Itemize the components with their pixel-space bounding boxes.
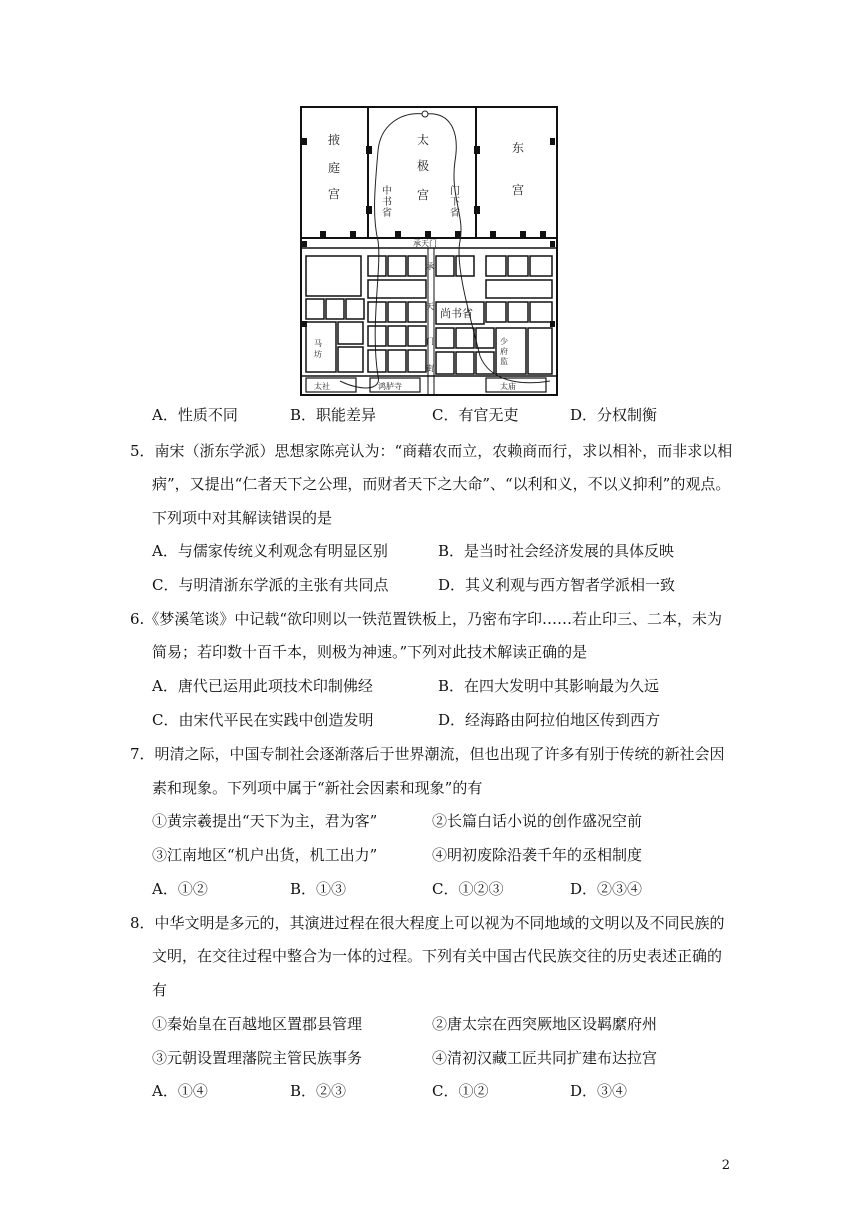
map-label-yeting-1: 掖 <box>328 133 341 147</box>
map-label-taiji-3: 宫 <box>417 188 430 202</box>
map-label-taiji-2: 极 <box>417 159 430 173</box>
map-label-shaofu-3: 监 <box>500 357 508 366</box>
map-label-machang-2: 坊 <box>314 350 322 359</box>
map-label-chengtianmen: 承天门 <box>413 239 437 248</box>
q7-option-d: D．②③④ <box>570 880 643 898</box>
q6-option-a: A．唐代已运用此项技术印制佛经 <box>152 677 373 695</box>
q7-item-4: ④明初废除沿袭千年的丞相制度 <box>432 846 643 864</box>
q8-option-a: A．①④ <box>152 1082 208 1100</box>
q8-stem-line-1: 8．中华文明是多元的，其演进过程在很大程度上可以视为不同地域的文明以及不同民族的 <box>130 914 725 932</box>
q7-stem-line-2: 素和现象。下列项中属于“新社会因素和现象”的有 <box>152 779 483 797</box>
map-label-zhongshu-2: 书 <box>382 197 392 208</box>
map-label-menxia-1: 门 <box>450 186 460 197</box>
q5-stem-line-3: 下列项中对其解读错误的是 <box>152 509 333 527</box>
q6-option-c: C．由宋代平民在实践中创造发明 <box>152 711 374 729</box>
q7-option-a: A．①② <box>152 880 208 898</box>
q8-stem-line-2: 文明，在交往过程中整合为一体的过程。下列有关中国古代民族交往的历史表述正确的 <box>152 947 723 965</box>
q5-option-c: C．与明清浙东学派的主张有共同点 <box>152 576 389 594</box>
q7-item-3: ③江南地区“机户出货，机工出力” <box>152 846 378 864</box>
q7-item-2: ②长篇白话小说的创作盛况空前 <box>432 812 643 830</box>
map-label-street-4: 街 <box>426 364 434 373</box>
q8-item-1: ①秦始皇在百越地区置郡县管理 <box>152 1015 363 1033</box>
q7-item-1: ①黄宗羲提出“天下为主，君为客” <box>152 812 378 830</box>
q4-option-b: B．职能差异 <box>290 406 377 424</box>
map-label-street-1: 承 <box>426 262 434 271</box>
q8-option-b: B．②③ <box>290 1082 347 1100</box>
map-label-taimiao: 太庙 <box>500 382 516 391</box>
q4-option-a: A．性质不同 <box>152 406 238 424</box>
map-label-shaofu-2: 府 <box>500 347 508 356</box>
q5-option-b: B．是当时社会经济发展的具体反映 <box>438 542 675 560</box>
q5-option-d: D．其义利观与西方智者学派相一致 <box>438 576 676 594</box>
map-label-shaofu-1: 少 <box>500 337 508 346</box>
q4-option-c: C．有官无吏 <box>432 406 519 424</box>
q8-item-3: ③元朝设置理藩院主管民族事务 <box>152 1049 363 1067</box>
map-label-shangshu: 尚书省 <box>440 307 473 320</box>
q5-option-a: A．与儒家传统义利观念有明显区别 <box>152 542 388 560</box>
map-label-street-2: 天 <box>426 302 434 311</box>
q7-stem-line-1: 7．明清之际，中国专制社会逐渐落后于世界潮流，但也出现了许多有别于传统的新社会因 <box>130 745 725 763</box>
map-label-machang-1: 马 <box>314 339 322 348</box>
map-label-zhongshu-1: 中 <box>382 186 392 197</box>
q7-option-c: C．①②③ <box>432 880 504 898</box>
map-label-donggong-1: 东 <box>512 141 525 155</box>
q8-item-2: ②唐太宗在西突厥地区设羁縻府州 <box>432 1015 658 1033</box>
map-label-menxia-2: 下 <box>450 197 460 208</box>
q8-item-4: ④清初汉藏工匠共同扩建布达拉宫 <box>432 1049 658 1067</box>
q8-stem-line-3: 有 <box>152 981 168 999</box>
map-label-menxia-3: 省 <box>450 208 460 219</box>
q6-stem-line-2: 简易；若印数十百千本，则极为神速。”下列对此技术解读正确的是 <box>152 643 588 661</box>
q6-stem-line-1: 6.《梦溪笔谈》中记载“欲印则以一铁范置铁板上，乃密布字印……若止印三、二本，未为 <box>130 610 722 628</box>
map-label-zhongshu-3: 省 <box>382 208 392 219</box>
map-label-yeting-3: 宫 <box>328 187 341 201</box>
map-label-street-3: 门 <box>426 337 434 346</box>
map-label-donggong-2: 宫 <box>512 183 525 197</box>
q8-option-d: D．③④ <box>570 1082 628 1100</box>
map-label-yeting-2: 庭 <box>328 161 341 175</box>
city-map-figure <box>300 106 558 396</box>
map-label-taiji-1: 太 <box>417 133 430 147</box>
q7-option-b: B．①③ <box>290 880 347 898</box>
q6-option-d: D．经海路由阿拉伯地区传到西方 <box>438 711 661 729</box>
q5-stem-line-2: 病”，又提出“仁者天下之公理，而财者天下之大命”、“以利和义，不以义抑利”的观点。 <box>152 475 731 493</box>
q5-stem-line-1: 5．南宋（浙东学派）思想家陈亮认为：“商藉农而立，农赖商而行，求以相补，而非求以相 <box>130 442 733 460</box>
q6-option-b: B．在四大发明中其影响最为久远 <box>438 677 660 695</box>
page-number: 2 <box>721 1158 730 1173</box>
map-label-honglu: 鸿胪寺 <box>378 382 402 391</box>
q4-option-d: D．分权制衡 <box>570 406 658 424</box>
map-label-taishe: 太社 <box>314 382 330 391</box>
q8-option-c: C．①② <box>432 1082 489 1100</box>
